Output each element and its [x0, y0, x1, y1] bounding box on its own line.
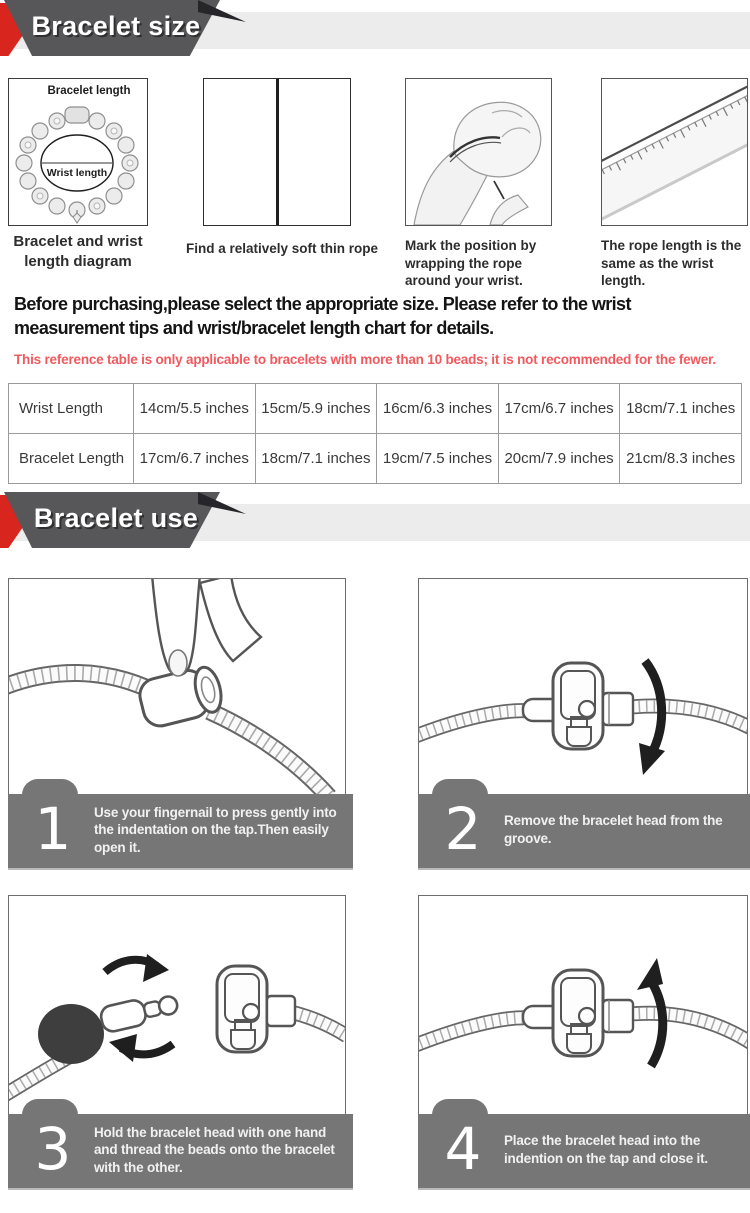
table-cell: 18cm/7.1 inches — [255, 434, 377, 484]
table-cell: 19cm/7.5 inches — [377, 434, 499, 484]
use-step-4-panel — [418, 895, 748, 1188]
step-text: Use your fingernail to press gently into the indentation on the tap.Then easily open it. — [94, 804, 337, 855]
table-cell: 21cm/8.3 inches — [620, 434, 742, 484]
step-2-illustration — [419, 579, 747, 794]
step-4-caption-bar — [418, 1114, 750, 1188]
table-row — [9, 384, 742, 434]
ruler-box — [601, 78, 748, 226]
step-number: 2 — [444, 795, 482, 864]
use-step-1-panel — [8, 578, 346, 868]
step-text: Place the bracelet head into the indention on the tap and close it. — [504, 1133, 708, 1166]
table-cell: 15cm/5.9 inches — [255, 384, 377, 434]
step-1-illustration — [9, 579, 345, 794]
step-3-caption-bar — [8, 1114, 353, 1188]
bracelet-diagram-illustration — [9, 79, 146, 224]
use-step-2-panel — [418, 578, 748, 868]
table-cell: 17cm/6.7 inches — [134, 434, 256, 484]
measure-step-4-caption: The rope length is the same as the wrist length. — [601, 238, 742, 289]
step-number: 3 — [34, 1115, 72, 1184]
measure-step-1-caption: Bracelet and wrist length diagram — [13, 233, 143, 270]
bracelet-size-banner — [0, 0, 750, 60]
size-chart-table — [8, 383, 742, 484]
table-cell: 17cm/6.7 inches — [498, 384, 620, 434]
step-number: 1 — [34, 795, 72, 864]
bracelet-diagram-box — [8, 78, 148, 226]
step-1-caption-bar — [8, 794, 353, 868]
table-cell: 20cm/7.9 inches — [498, 434, 620, 484]
table-cell: 18cm/7.1 inches — [620, 384, 742, 434]
use-step-3-panel — [8, 895, 346, 1188]
step-number: 4 — [444, 1115, 482, 1184]
step-4-illustration — [419, 896, 747, 1114]
table-row — [9, 434, 742, 484]
step-2-caption-bar — [418, 794, 750, 868]
table-cell: 14cm/5.5 inches — [134, 384, 256, 434]
thread-bead-icon — [9, 896, 345, 1114]
wrist-length-label: Wrist length — [46, 167, 108, 179]
step-text: Hold the bracelet head with one hand and thread the beads onto the bracelet with the other. — [94, 1124, 335, 1175]
rope-box — [203, 78, 351, 226]
measure-step-3-caption: Mark the position by wrapping the rope around your wrist. — [405, 238, 537, 289]
wrap-wrist-illustration — [406, 79, 551, 225]
step-3-illustration — [9, 896, 345, 1114]
bracelet-length-header: Bracelet Length — [9, 434, 134, 484]
open-clasp-icon — [419, 579, 747, 794]
ruler-illustration — [602, 79, 747, 225]
bracelet-size-title: Bracelet size — [31, 11, 201, 41]
size-selection-intro: Before purchasing,please select the appropriate size. Please refer to the wrist measurement tips and wrist/bracelet length chart for details. — [14, 294, 631, 339]
measure-step-2-caption: Find a relatively soft thin rope — [186, 241, 379, 256]
bracelet-length-label: Bracelet length — [47, 85, 131, 97]
close-clasp-icon — [419, 896, 747, 1114]
table-cell: 16cm/6.3 inches — [377, 384, 499, 434]
rope-illustration — [276, 79, 279, 225]
reference-table-note: This reference table is only applicable to bracelets with more than 10 beads; it is not recommended for the fewer. — [14, 352, 716, 367]
step-text: Remove the bracelet head from the groove. — [504, 813, 723, 846]
bracelet-use-banner — [0, 492, 750, 552]
wrist-length-header: Wrist Length — [9, 384, 134, 434]
press-clasp-icon — [9, 579, 345, 794]
wrap-wrist-box — [405, 78, 552, 226]
bracelet-use-title: Bracelet use — [33, 503, 199, 533]
